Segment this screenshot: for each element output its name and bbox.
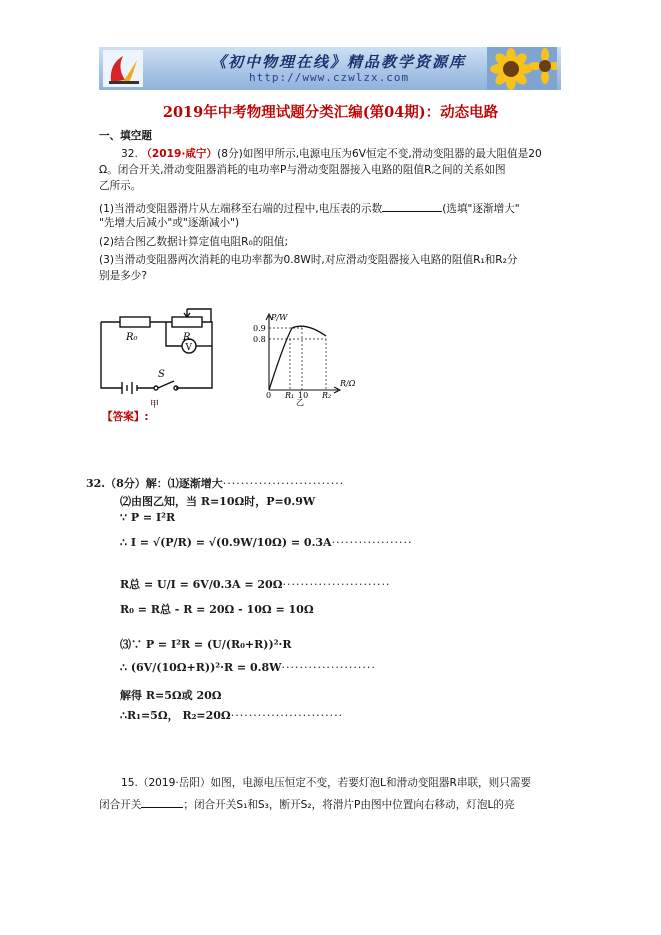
banner-title: 《初中物理在线》精品教学资源库 (211, 53, 467, 71)
solution-block (86, 453, 413, 733)
x-tick-label: R₂ (322, 391, 332, 400)
solution-line: ∴ (6V/(10Ω+R))²·R = 0.8W····················· (120, 661, 376, 674)
q32-source: （2019·咸宁） (141, 148, 218, 160)
solution-line: R₀ = R总 - R = 20Ω - 10Ω = 10Ω (120, 603, 314, 616)
graph-x-label: R/Ω (340, 379, 356, 388)
graph-y-label: P/W (271, 313, 288, 322)
q32-part1-cont: "先增大后减小"或"逐渐减小") (99, 217, 240, 229)
circuit-diagram (96, 305, 221, 410)
circuit-switch-label: S (158, 369, 165, 380)
x-tick-label: 10 (298, 391, 309, 400)
circuit-caption: 甲 (150, 400, 160, 410)
circuit-r-label: R (183, 332, 191, 343)
solution-line: 解得 R=5Ω或 20Ω (120, 689, 222, 702)
section-heading: 一、填空题 (99, 130, 152, 142)
q32-part3-cont: 别是多少? (99, 270, 147, 282)
graph-caption: 乙 (296, 398, 304, 406)
q15-line1: 15.（2019·岳阳）如图，电源电压恒定不变，若要灯泡L和滑动变阻器R串联，则只需要 (121, 777, 532, 789)
x-tick-label: R₁ (285, 391, 295, 400)
q32-line2: Ω。闭合开关,滑动变阻器消耗的电功率P与滑动变阻器接入电路的阻值R之间的关系如图 (99, 164, 506, 176)
q15-text-b: ；闭合开关S₁和S₃，断开S₂，将滑片P由图中位置向右移动，灯泡L的亮 (183, 799, 515, 811)
solution-line: ∴ I = √(P/R) = √(0.9W/10Ω) = 0.3A·················· (120, 536, 413, 549)
solution-line: ∵ P = I²R (120, 511, 176, 524)
solution-line: ∴R₁=5Ω， R₂=20Ω························· (120, 709, 344, 722)
q32-part3: (3)当滑动变阻器两次消耗的电功率都为0.8W时,对应滑动变阻器接入电路的阻值R₁和R₂分 (99, 254, 518, 266)
document-title: 2019年中考物理试题分类汇编(第04期)：动态电路 (162, 104, 499, 121)
y-tick-label: 0.9 (253, 324, 266, 333)
solution-line: ⑵由图乙知，当 R=10Ω时，P=0.9W (120, 495, 316, 508)
q15-text-a: 闭合开关 (99, 799, 142, 811)
q32-text-1: (8分)如图甲所示,电源电压为6V恒定不变,滑动变阻器的最大阻值是20 (217, 148, 542, 160)
q32-part2: (2)结合图乙数据计算定值电阻R₀的阻值; (99, 236, 289, 248)
x-tick-label: 0 (266, 391, 272, 400)
logo-icon (103, 50, 143, 87)
answer-blank[interactable] (141, 797, 183, 808)
q32-part1-options: (选填"逐渐增大" (442, 203, 520, 215)
header-banner (99, 47, 561, 90)
answer-label: 【答案】: (102, 411, 149, 423)
solution-line: 32.（8分）解：⑴逐渐增大··························· (86, 477, 345, 490)
solution-line: R总 = U/I = 6V/0.3A = 20Ω························ (120, 578, 391, 591)
q32-part1 (99, 201, 520, 216)
y-tick-label: 0.8 (253, 335, 266, 344)
q32-number: 32. (121, 148, 138, 160)
banner-url: http://www.czwlzx.com (249, 71, 410, 84)
voltmeter-label: V (185, 343, 192, 353)
q32-line3: 乙所示。 (99, 180, 142, 192)
q32-line1 (121, 148, 542, 161)
sunflower-icon (487, 47, 557, 90)
solution-line: ⑶∵ P = I²R = (U/(R₀+R))²·R (120, 638, 292, 651)
power-resistance-graph (248, 310, 368, 406)
q32-part1-text: (1)当滑动变阻器滑片从左端移至右端的过程中,电压表的示数 (99, 203, 383, 215)
q15-line2 (99, 797, 515, 812)
answer-blank[interactable] (382, 201, 442, 212)
circuit-r0-label: R₀ (126, 332, 138, 343)
